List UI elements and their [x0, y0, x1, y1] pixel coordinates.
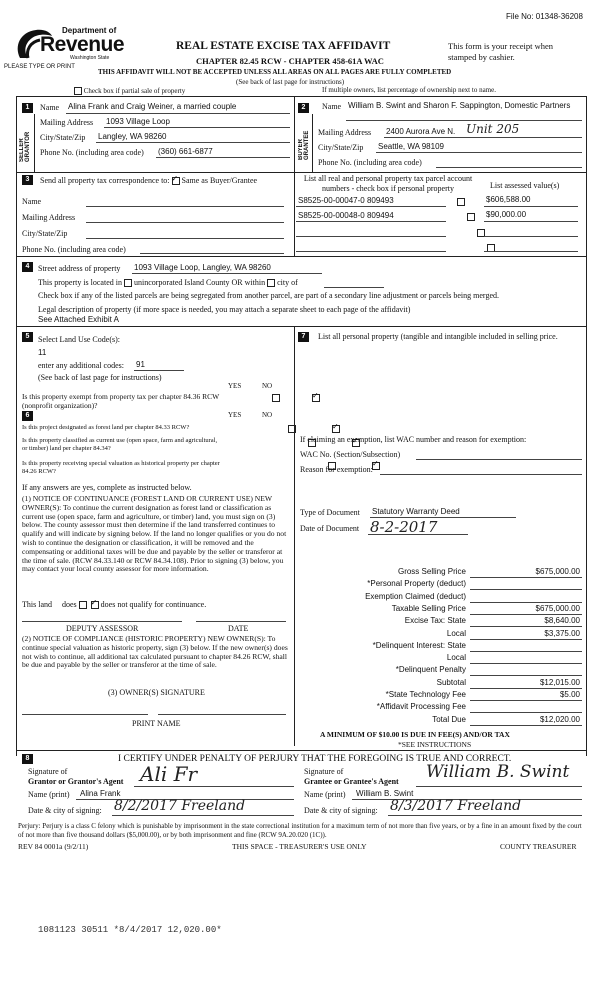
tax-row-underline [470, 626, 582, 627]
seller-phone[interactable]: (360) 661-6877 [158, 147, 213, 156]
tax-row-label: Taxable Selling Price [391, 603, 466, 613]
parcel-2[interactable]: S8525-00-00048-0 809494 [298, 211, 394, 220]
seller-side-label: SELLER GRANTOR [19, 131, 31, 162]
doc-date[interactable]: 8-2-2017 [370, 518, 438, 536]
buyer-unit-handwritten: Unit 205 [466, 122, 520, 136]
tax-row-underline [470, 577, 582, 578]
city-of-label: city of [277, 278, 298, 287]
historic-no-checkbox[interactable] [372, 462, 380, 470]
tax-row-value[interactable]: $675,000.00 [535, 567, 580, 576]
treasurer-use: THIS SPACE - TREASURER'S USE ONLY [232, 842, 367, 851]
tax-row-value[interactable]: $12,020.00 [539, 714, 580, 724]
tax-row-label: *Personal Property (deduct) [367, 579, 466, 589]
dor-logo [14, 26, 124, 66]
corr-name-label: Name [22, 197, 42, 206]
section-5-marker: 5 [22, 332, 33, 342]
please-type: PLEASE TYPE OR PRINT [4, 64, 75, 70]
tax-row-underline [470, 651, 582, 652]
seller-name-label: Name [40, 103, 60, 112]
land-use-code[interactable]: 11 [38, 348, 47, 357]
grantee-name[interactable]: William B. Swint [356, 789, 414, 798]
street-address[interactable]: 1093 Village Loop, Langley, WA 98260 [134, 263, 271, 272]
does-checkbox[interactable] [79, 601, 87, 609]
section-6-marker: 6 [22, 411, 33, 421]
continuance-row [22, 600, 206, 609]
street-label: Street address of property [38, 264, 121, 273]
logo-dept: Department of [62, 26, 117, 35]
buyer-city[interactable]: Seattle, WA 98109 [378, 142, 444, 151]
buyer-name-label: Name [322, 102, 342, 111]
tax-row-label: *Delinquent Interest: State [372, 640, 466, 650]
certify-statement: I CERTIFY UNDER PENALTY OF PERJURY THAT THE FOREGOING IS TRUE AND CORRECT. [118, 754, 512, 764]
grantor-date-label: Date & city of signing: [28, 806, 102, 815]
tax-row-label: Local [446, 628, 466, 638]
correspondence-label [40, 176, 257, 185]
land-use-label: Select Land Use Code(s): [38, 335, 120, 344]
tax-row-underline [470, 589, 582, 590]
unincorporated-checkbox[interactable] [124, 279, 132, 287]
partial-sale-label: Check box if partial sale of property [83, 87, 186, 95]
legal-label: Legal description of property (if more space is needed, you may attach a separate sheet to each page of the affidavit) [38, 305, 411, 314]
correspondence-text: Send all property tax correspondence to: [40, 176, 170, 185]
city-checkbox[interactable] [267, 279, 275, 287]
logo-name: Revenue [40, 33, 125, 56]
current-use-question: Is this property classified as current use (open space, farm and agricultural, or timber) land per chapter 84.34? [22, 437, 218, 452]
buyer-mailing[interactable]: 2400 Aurora Ave N. [386, 127, 456, 136]
corr-phone-label: Phone No. (including area code) [22, 245, 126, 254]
tax-row-label: Exemption Claimed (deduct) [365, 591, 466, 601]
exempt-yes-checkbox[interactable] [272, 394, 280, 402]
does-not-checkbox[interactable] [91, 601, 99, 609]
doc-type-label: Type of Document [300, 508, 360, 517]
warning-text: THIS AFFIDAVIT WILL NOT BE ACCEPTED UNLESS ALL AREAS ON ALL PAGES ARE FULLY COMPLETED [98, 68, 452, 76]
print-name-label: PRINT NAME [132, 719, 181, 728]
historic-question: Is this property receiving special valuation as historical property per chapter 84.26 RCW? [22, 460, 220, 475]
owner-signature-label: (3) OWNER(S) SIGNATURE [108, 688, 205, 697]
tax-row-underline [470, 725, 582, 726]
seller-mailing-label: Mailing Address [40, 118, 94, 127]
file-number: File No: 01348-36208 [506, 12, 583, 21]
tax-row-label: *Affidavit Processing Fee [376, 702, 466, 712]
parcel-2-personal-checkbox[interactable] [467, 213, 475, 221]
land-use-see-back: (See back of last page for instructions) [38, 373, 162, 382]
section-8-marker: 8 [22, 754, 33, 764]
exempt-no-checkbox[interactable] [312, 394, 320, 402]
treasurer-stamp: 1081123 30511 *8/4/2017 12,020.00* [38, 925, 222, 935]
parcel-header: List all real and personal property tax parcel account numbers - check box if personal property [303, 174, 473, 193]
perjury-notice: Perjury: Perjury is a class C felony which is punishable by imprisonment in the state correctional institution for a maximum term of not more than five years, or by a fine in an amount fixed by the court of not more than five thousand dollars ($5,000.00), or by both imprisonment and fine (RCW 9A.20.020 (1C)). [18, 822, 582, 839]
tax-row-underline [470, 700, 582, 701]
tax-row-underline [470, 602, 582, 603]
grantor-date-city[interactable]: 8/2/2017 Freeland [114, 798, 246, 814]
seller-name[interactable]: Alina Frank and Craig Weiner, a married couple [68, 102, 237, 111]
section-3-marker: 3 [22, 175, 33, 185]
legal-description[interactable]: See Attached Exhibit A [38, 315, 119, 324]
grantor-agent-label: Grantor or Grantor's Agent [28, 777, 124, 786]
tax-row-label: Total Due [432, 714, 466, 724]
tax-row-underline [470, 639, 582, 640]
land-use-yes-header: YES [228, 382, 242, 390]
tax-row-underline [470, 614, 582, 615]
grantee-name-label: Name (print) [304, 790, 346, 799]
this-land-label: This land [22, 600, 52, 609]
partial-sale-checkbox[interactable] [74, 87, 82, 95]
minimum-fee-note: A MINIMUM OF $10.00 IS DUE IN FEE(S) AND/OR TAX [320, 730, 510, 739]
section-2-marker: 2 [298, 103, 309, 113]
deputy-date-label: DATE [228, 624, 249, 633]
grantor-sig-label: Signature of [28, 767, 68, 776]
if-yes-note: If any answers are yes, complete as instructed below. [22, 483, 192, 492]
tax-row-value[interactable]: $5.00 [559, 690, 580, 699]
located-label: This property is located in [38, 278, 122, 287]
exemption-label: If claiming an exemption, list WAC number and reason for exemption: [300, 435, 527, 444]
corr-mailing-label: Mailing Address [22, 213, 76, 222]
buyer-city-label: City/State/Zip [318, 143, 364, 152]
notice-continuance: (1) NOTICE OF CONTINUANCE (FOREST LAND OR CURRENT USE) NEW OWNER(S): To continue the current designation as forest land or classification as current use (open space, farm and agriculture, or timber) land, you must sign on (3) below. The county assessor must then determine if the land transferred continues to qualify and will indicate by signing below. If the land no longer qualifies or you do not wish to continue the designation or classification, it will be removed and the compensating or additional taxes will be due and payable by the seller or transferor at the time of sale. (RCW 84.33.140 or RCW 84.34.108). Prior to signing (3) below, you may contact your local county assessor for more information. [22, 494, 287, 574]
deputy-assessor-label: DEPUTY ASSESSOR [66, 624, 139, 633]
land-use-no-header: NO [262, 382, 273, 390]
grantor-name-label: Name (print) [28, 790, 70, 799]
parcel-2-value[interactable]: $90,000.00 [486, 210, 527, 219]
section-4-marker: 4 [22, 262, 33, 272]
does-label: does [62, 600, 77, 609]
form-chapter: CHAPTER 82.45 RCW - CHAPTER 458-61A WAC [196, 56, 384, 66]
grantor-signature[interactable]: Ali Fr [140, 762, 198, 786]
grantee-agent-label: Grantee or Grantee's Agent [304, 777, 399, 786]
grantee-signature[interactable]: William B. Swint [426, 762, 570, 782]
see-instructions-note: *SEE INSTRUCTIONS [398, 740, 472, 749]
additional-codes-label: enter any additional codes: [38, 361, 124, 370]
tax-row-label: Subtotal [436, 677, 466, 687]
located-in [38, 278, 298, 287]
wac-label: WAC No. (Section/Subsection) [300, 450, 401, 459]
tax-row-label: *Delinquent Penalty [395, 665, 466, 675]
county-treasurer: COUNTY TREASURER [500, 842, 577, 851]
grantee-date-city[interactable]: 8/3/2017 Freeland [390, 798, 522, 814]
tax-row-underline [470, 712, 582, 713]
tax-row-value[interactable]: $675,000.00 [535, 603, 580, 613]
grantee-date-label: Date & city of signing: [304, 806, 378, 815]
rev-number: REV 84 0001a (9/2/11) [18, 842, 89, 851]
forest-yes-checkbox[interactable] [288, 425, 296, 433]
corr-city-label: City/State/Zip [22, 229, 68, 238]
seller-city[interactable]: Langley, WA 98260 [98, 132, 167, 141]
same-as-buyer-label: Same as Buyer/Grantee [181, 176, 258, 185]
doc-type[interactable]: Statutory Warranty Deed [372, 507, 460, 516]
tax-row-label: *State Technology Fee [385, 690, 466, 699]
buyer-side-label: BUYER GRANTEE [298, 130, 310, 160]
tax-row-value[interactable]: $3,375.00 [544, 628, 580, 638]
tax-row-label: Local [446, 653, 466, 663]
parcel-1[interactable]: S8525-00-00047-0 809493 [298, 196, 394, 205]
tax-row-underline [470, 663, 582, 664]
segregated-label: Check box if any of the listed parcels are being segregated from another parcel, are part of a secondary line adjustment or parcels being merged. [38, 291, 499, 300]
exempt-question: Is this property exempt from property tax per chapter 84.36 RCW (nonprofit organization)? [22, 392, 220, 410]
parcel-1-personal-checkbox[interactable] [457, 198, 465, 206]
seller-mailing[interactable]: 1093 Village Loop [106, 117, 170, 126]
does-not-label: does not qualify for continuance. [100, 600, 207, 609]
segregated-row [38, 291, 584, 300]
see-back-note: (See back of last page for instructions) [236, 78, 345, 86]
additional-codes[interactable]: 91 [136, 360, 145, 369]
parcel-1-value[interactable]: $606,588.00 [486, 195, 531, 204]
reason-label: Reason for exemption: [300, 465, 373, 474]
tax-row-underline [470, 675, 582, 676]
notice-compliance: (2) NOTICE OF COMPLIANCE (HISTORIC PROPERTY) NEW OWNER(S): To continue special valuation as historic property, sign (3) below. If the new owner(s) does not wish to continue, all additional tax calculated pursuant to chapter 84.26 RCW, shall be due and payable by the seller or transferor at the time of sale. [22, 634, 288, 670]
tax-row-value[interactable]: $12,015.00 [539, 677, 580, 687]
forest-no-checkbox[interactable] [332, 425, 340, 433]
assessed-value-header: List assessed value(s) [490, 181, 560, 190]
tax-row-underline [470, 688, 582, 689]
multiple-owners: If multiple owners, list percentage of ownership next to name. [322, 86, 496, 94]
grantee-sig-label: Signature of [304, 767, 344, 776]
buyer-mailing-label: Mailing Address [318, 128, 372, 137]
form-title: REAL ESTATE EXCISE TAX AFFIDAVIT [176, 40, 391, 52]
tax-row-value[interactable]: $8,640.00 [544, 616, 580, 626]
s6-yes-header: YES [228, 411, 242, 419]
logo-state: Washington State [70, 55, 110, 61]
tax-row-label: Excise Tax: State [404, 616, 466, 626]
buyer-name[interactable]: William B. Swint and Sharon F. Sappington, Domestic Partners [348, 101, 571, 110]
receipt-note: This form is your receipt when stamped by cashier. [448, 41, 554, 62]
unincorporated-label: unincorporated Island County OR within [133, 278, 266, 287]
forest-question: Is this project designated as forest land per chapter 84.33 RCW? [22, 424, 190, 431]
partial-sale [74, 87, 185, 95]
section-7-marker: 7 [298, 332, 309, 342]
personal-property-label: List all personal property (tangible and intangible included in selling price. [318, 332, 558, 341]
seller-city-label: City/State/Zip [40, 133, 86, 142]
grantor-name[interactable]: Alina Frank [80, 789, 121, 798]
doc-date-label: Date of Document [300, 524, 360, 533]
tax-row-label: Gross Selling Price [397, 567, 466, 576]
s6-no-header: NO [262, 411, 273, 419]
same-as-buyer-checkbox[interactable] [172, 177, 180, 185]
section-1-marker: 1 [22, 103, 33, 113]
seller-phone-label: Phone No. (including area code) [40, 148, 144, 157]
buyer-phone-label: Phone No. (including area code) [318, 158, 422, 167]
